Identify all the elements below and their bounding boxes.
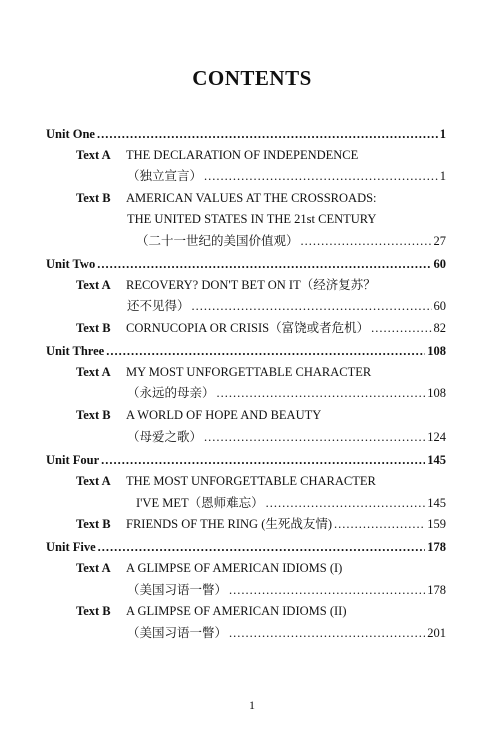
text-label: Text A (76, 365, 111, 379)
unit-name: Unit One (46, 127, 95, 141)
toc-unit-three[interactable] (46, 343, 446, 359)
unit-name: Unit Three (46, 344, 105, 358)
text-title: A GLIMPSE OF AMERICAN IDIOMS (II) (126, 604, 347, 618)
text-label: Text B (76, 191, 111, 205)
text-label: Text A (76, 474, 111, 488)
toc-unit-one[interactable] (46, 126, 446, 142)
toc-text-entry[interactable] (76, 190, 446, 206)
toc-text-entry-continued[interactable] (127, 625, 446, 641)
dot-leader (101, 452, 425, 468)
text-title: THE UNITED STATES IN THE 21st CENTURY (127, 212, 377, 226)
dot-leader (371, 320, 431, 336)
unit-name: Unit Five (46, 540, 96, 554)
text-label: Text A (76, 278, 111, 292)
unit-name: Unit Two (46, 257, 96, 271)
dot-leader (266, 495, 426, 511)
text-title-chinese: （母爱之歌） (127, 430, 203, 444)
page-ref: 145 (427, 453, 446, 467)
toc-text-entry[interactable] (76, 147, 446, 163)
text-title: A GLIMPSE OF AMERICAN IDIOMS (I) (126, 561, 343, 575)
dot-leader (204, 168, 438, 184)
dot-leader (97, 256, 431, 272)
toc-text-entry-continued[interactable] (127, 211, 446, 227)
text-title: RECOVERY? DON'T BET ON IT（经济复苏？ (126, 278, 376, 292)
page-ref: 108 (427, 344, 446, 358)
dot-leader (192, 298, 432, 314)
toc-text-entry-continued[interactable] (136, 233, 446, 249)
toc-text-entry[interactable] (76, 277, 446, 293)
page-ref: 60 (433, 257, 446, 271)
page-number: 1 (249, 698, 255, 712)
text-title-chinese: （二十一世纪的美国价值观） (136, 234, 299, 248)
dot-leader (217, 385, 426, 401)
toc-text-entry[interactable] (76, 364, 446, 380)
text-label: Text B (76, 604, 111, 618)
text-title: CORNUCOPIA OR CRISIS（富饶或者危机） (126, 321, 370, 335)
text-title: FRIENDS OF THE RING (生死战友情) (126, 517, 333, 531)
text-label: Text A (76, 148, 111, 162)
text-label: Text B (76, 408, 111, 422)
toc-text-entry[interactable] (76, 516, 446, 532)
page-ref: 82 (433, 321, 446, 335)
toc-text-entry-continued[interactable] (136, 495, 446, 511)
dot-leader (334, 516, 425, 532)
text-title-chinese: I'VE MET（恩师难忘） (136, 496, 264, 510)
page-ref: 178 (427, 540, 446, 554)
page-ref: 124 (427, 430, 446, 444)
dot-leader (204, 429, 425, 445)
toc-text-entry[interactable] (76, 407, 446, 423)
page-title: CONTENTS (192, 66, 312, 90)
toc-unit-four[interactable] (46, 452, 446, 468)
toc-text-entry[interactable] (76, 560, 446, 576)
page-ref: 159 (427, 517, 446, 531)
toc-unit-five[interactable] (46, 539, 446, 555)
page-ref: 1 (439, 169, 446, 183)
text-title: A WORLD OF HOPE AND BEAUTY (126, 408, 322, 422)
toc-unit-two[interactable] (46, 256, 446, 272)
dot-leader (106, 343, 425, 359)
page-ref: 1 (439, 127, 446, 141)
dot-leader (229, 582, 425, 598)
page-ref: 145 (427, 496, 446, 510)
toc-text-entry-continued[interactable] (127, 298, 446, 314)
toc-text-entry-continued[interactable] (127, 582, 446, 598)
text-title-chinese: 还不见得） (127, 299, 190, 313)
dot-leader (301, 233, 432, 249)
text-title: MY MOST UNFORGETTABLE CHARACTER (126, 365, 372, 379)
text-label: Text B (76, 517, 111, 531)
text-title-chinese: （美国习语一瞥） (127, 626, 228, 640)
text-title-chinese: （美国习语一瞥） (127, 583, 228, 597)
text-title-chinese: （独立宣言） (127, 169, 203, 183)
page-ref: 178 (427, 583, 446, 597)
page-ref: 201 (427, 626, 446, 640)
toc-text-entry-continued[interactable] (127, 385, 446, 401)
dot-leader (98, 539, 426, 555)
text-title: THE MOST UNFORGETTABLE CHARACTER (126, 474, 376, 488)
text-label: Text B (76, 321, 111, 335)
unit-name: Unit Four (46, 453, 100, 467)
text-label: Text A (76, 561, 111, 575)
toc-text-entry-continued[interactable] (127, 429, 446, 445)
toc-text-entry[interactable] (76, 320, 446, 336)
text-title: THE DECLARATION OF INDEPENDENCE (126, 148, 359, 162)
toc-text-entry-continued[interactable] (127, 168, 446, 184)
toc-text-entry[interactable] (76, 473, 446, 489)
page-ref: 27 (433, 234, 446, 248)
toc-text-entry[interactable] (76, 603, 446, 619)
dot-leader (97, 126, 438, 142)
page-ref: 60 (433, 299, 446, 313)
text-title-chinese: （永远的母亲） (127, 386, 215, 400)
dot-leader (229, 625, 425, 641)
page-ref: 108 (427, 386, 446, 400)
text-title: AMERICAN VALUES AT THE CROSSROADS: (126, 191, 377, 205)
